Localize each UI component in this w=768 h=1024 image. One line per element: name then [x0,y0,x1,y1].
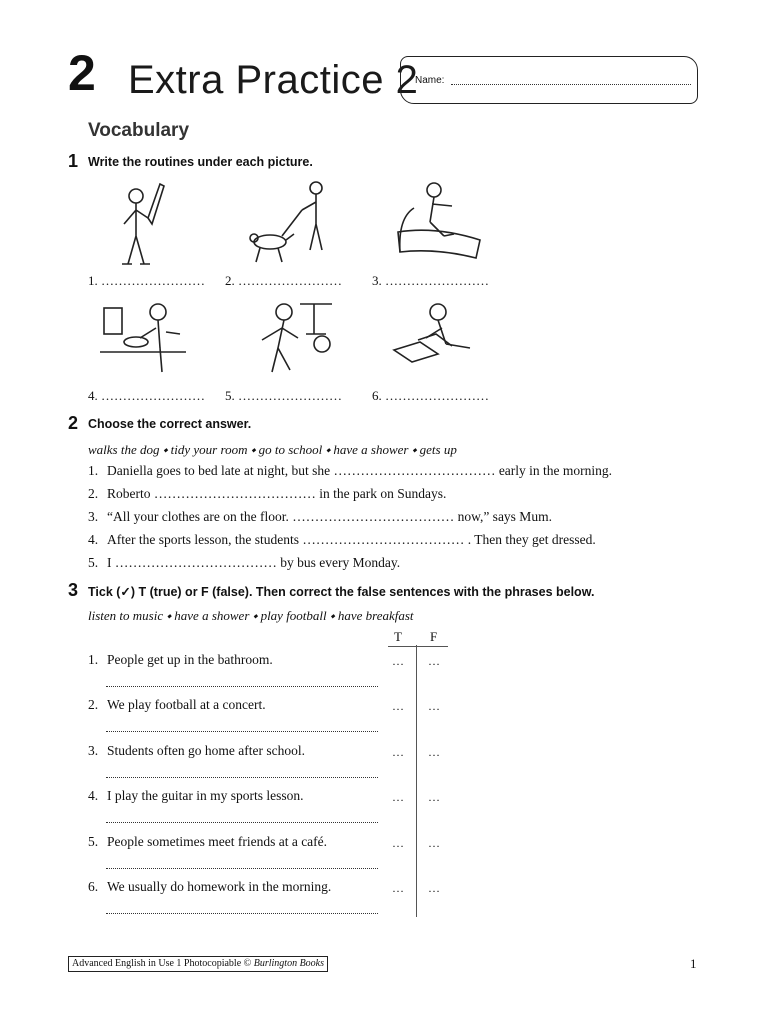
item-text: I play the guitar in my sports lesson. [107,788,304,803]
ex3-item [88,879,331,895]
true-blank[interactable]: … [392,699,404,713]
ex3-item [88,697,266,713]
exercise-3-instruction: Tick (✓) T (true) or F (false). Then correct the false sentences with the phrases below. [88,585,595,599]
exercise-2-number: 2 [68,413,79,433]
footer-copyright [68,956,328,972]
false-blank[interactable]: … [428,745,440,759]
item-number: 5. [88,834,99,849]
true-blank[interactable]: … [392,745,404,759]
item-number: 6. [88,879,99,894]
page-number: 1 [690,956,697,971]
correction-line[interactable] [106,731,378,732]
exercise-3-number: 3 [68,580,79,600]
item-number: 2. [88,486,99,501]
ex2-item [88,509,552,525]
item-number: 1. [88,652,99,667]
false-column-header: F [430,629,438,644]
caption-1: 1. …………………… [88,273,205,288]
picture-walking-dog [248,178,338,268]
picture-tidying-bed [396,178,486,268]
false-blank[interactable]: … [428,790,440,804]
item-text: I ……………………………… by bus every Monday. [107,555,401,570]
tf-column-divider [416,645,417,917]
item-text: After the sports lesson, the students ……………………………… . Then they get dressed. [107,532,596,547]
correction-line[interactable] [106,777,378,778]
true-blank[interactable]: … [392,881,404,895]
item-number: 5. [88,555,99,570]
false-blank[interactable]: … [428,699,440,713]
exercise-1-instruction: Write the routines under each picture. [88,155,313,169]
true-column-header: T [394,629,402,644]
ex2-item [88,486,446,502]
exercise-1-number: 1 [68,151,79,171]
item-text: Students often go home after school. [107,743,305,758]
correction-line[interactable] [106,822,378,823]
exercise-2-instruction: Choose the correct answer. [88,417,252,431]
picture-washing [244,298,334,378]
true-blank[interactable]: … [392,654,404,668]
ex3-item [88,743,305,759]
false-blank[interactable]: … [428,881,440,895]
correction-line[interactable] [106,913,378,914]
section-heading: Vocabulary [88,120,190,141]
unit-number: 2 [68,45,96,101]
page-title: Extra Practice 2 [128,58,419,102]
true-blank[interactable]: … [392,790,404,804]
correction-line[interactable] [106,686,378,687]
picture-eating-breakfast [100,298,190,378]
footer-text: Advanced English in Use 1 Photocopiable © [72,958,254,969]
caption-2: 2. …………………… [225,273,342,288]
tf-header-rule [388,646,448,647]
exercise-2-wordbank: walks the dog ⬩ tidy your room ⬩ go to school ⬩ have a shower ⬩ gets up [88,442,457,457]
item-text: We play football at a concert. [107,697,266,712]
caption-6: 6. …………………… [372,388,489,403]
item-number: 3. [88,509,99,524]
item-text: People sometimes meet friends at a café. [107,834,328,849]
name-label: Name: [415,75,445,86]
caption-3: 3. …………………… [372,273,489,288]
item-text: People get up in the bathroom. [107,652,273,667]
exercise-3-wordbank: listen to music ⬩ have a shower ⬩ play football ⬩ have breakfast [88,608,414,623]
ex3-item [88,788,303,804]
item-number: 2. [88,697,99,712]
true-blank[interactable]: … [392,836,404,850]
item-text: We usually do homework in the morning. [107,879,332,894]
item-number: 1. [88,463,99,478]
false-blank[interactable]: … [428,654,440,668]
item-text: Roberto ……………………………… in the park on Sundays. [107,486,447,501]
correction-line[interactable] [106,868,378,869]
item-number: 4. [88,532,99,547]
ex2-item [88,463,612,479]
ex3-item [88,834,327,850]
ex2-item [88,532,596,548]
name-field[interactable] [451,84,691,85]
footer-publisher: Burlington Books [253,958,325,969]
ex2-item [88,555,400,571]
name-box [400,56,698,104]
item-text: “All your clothes are on the floor. ……………………………… now,” says Mum. [107,509,552,524]
false-blank[interactable]: … [428,836,440,850]
picture-doing-homework [390,298,480,378]
caption-4: 4. …………………… [88,388,205,403]
picture-boy-with-bag [112,178,172,268]
item-text: Daniella goes to bed late at night, but she ……………………………… early in the morning. [107,463,613,478]
item-number: 4. [88,788,99,803]
caption-5: 5. …………………… [225,388,342,403]
item-number: 3. [88,743,99,758]
ex3-item [88,652,273,668]
